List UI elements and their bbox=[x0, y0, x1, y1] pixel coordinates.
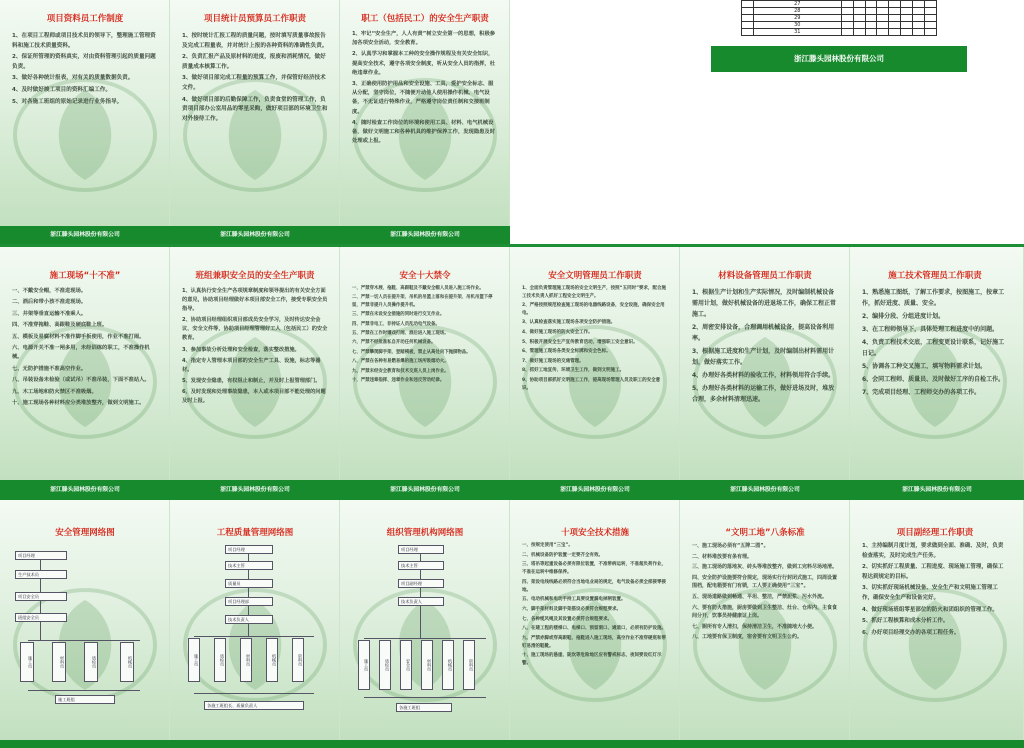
org-chart bbox=[350, 545, 500, 715]
company-label: 浙江滕头园林股份有限公司 bbox=[50, 232, 120, 238]
panel-title: “文明工地”八条标准 bbox=[725, 528, 805, 538]
panel-paragraph: 六、电源开关不准一闸多用，未经训练的职工，不准操作机械。 bbox=[12, 345, 150, 361]
calendar-cell bbox=[841, 1, 853, 8]
calendar-row bbox=[742, 15, 937, 22]
panel-paragraph: 五、严禁在工作时嬉戏打闹、酒后进入施工现场。 bbox=[352, 331, 449, 337]
calendar-cell bbox=[841, 8, 853, 15]
panel-body bbox=[182, 287, 328, 408]
calendar-day: 31 bbox=[753, 29, 841, 36]
panel-archivist bbox=[0, 0, 170, 226]
panel-paragraph: 2、切实抓好工程质量、工程进度、现场施工管理，确保工程达到规定的目标。 bbox=[862, 564, 1004, 580]
panel-paragraph: 十、严禁违章指挥、违章作业和违反劳动纪律。 bbox=[352, 378, 445, 384]
panel-paragraph: 6、及时发现和处理事故隐患，本人或本项目部不能处理的问题及时上报。 bbox=[182, 388, 326, 405]
panel-ten-prohibitions bbox=[0, 247, 170, 480]
org-chart bbox=[180, 545, 330, 715]
panel-ten-measures bbox=[510, 500, 680, 740]
calendar-row bbox=[742, 22, 937, 29]
panel-title: 施工技术管理员工作职责 bbox=[888, 271, 982, 281]
chart-node: 项目经理 bbox=[225, 545, 273, 554]
panel-paragraph: 3、做好各种统计报表，对有关的质量数据负责。 bbox=[12, 75, 134, 82]
calendar-cell bbox=[877, 22, 889, 29]
calendar-cell bbox=[877, 29, 889, 36]
panel-civilized-site bbox=[680, 500, 850, 740]
panel-body bbox=[12, 32, 158, 109]
panel-body bbox=[182, 32, 328, 126]
panel-paragraph: 七、厕所有专人清扫，保持清洁卫生，不准随地大小便。 bbox=[692, 623, 818, 630]
panel-paragraph: 八、吊装设备未检验（或试吊）不准吊装，下面不准站人。 bbox=[12, 377, 150, 384]
panel-paragraph: 一、按规定使用“三宝”。 bbox=[522, 543, 573, 548]
chart-node: 资料员 bbox=[463, 640, 475, 690]
panel-paragraph: 四、安全防护设施要符合规定，现场实行行封闭式施工，四周设置围档，配电箱要有门有锁，工人要正确使用“三宝”。 bbox=[692, 574, 838, 590]
panel-paragraph: 四、架设电线线路必须符合当地电业局的规定，电气设备必须全部接零接地。 bbox=[522, 579, 666, 593]
panel-title: 安全管理网络图 bbox=[55, 528, 115, 538]
panel-title: 项目资料员工作制度 bbox=[46, 14, 124, 24]
calendar-company-label: 浙江滕头园林股份有限公司 bbox=[711, 46, 967, 72]
calendar-cell bbox=[913, 8, 925, 15]
panel-title: 安全十大禁令 bbox=[399, 271, 451, 281]
company-label: 浙江滕头园林股份有限公司 bbox=[390, 232, 460, 238]
panel-paragraph: 9、协助项目部抓好文明施工工作，提高现场管理人员及职工的安全意识。 bbox=[522, 377, 661, 391]
panel-title: 施工现场“十不准” bbox=[49, 271, 121, 281]
calendar-cell bbox=[877, 15, 889, 22]
panel-paragraph: 1、主持编制月度计划，要求做到全面、准确、及时，负责检查落实，及时完成生产任务。 bbox=[862, 543, 1004, 559]
panel-paragraph: 五、现场道路做到畅通、平坦、整洁，严禁泥浆、污水外流。 bbox=[692, 593, 828, 600]
calendar-row bbox=[742, 8, 937, 15]
calendar-cell bbox=[742, 1, 754, 8]
panel-paragraph: 2、保证所管理的资料真实，对由资料管理引起的质量问题负责。 bbox=[12, 54, 156, 70]
chart-node: 材料员 bbox=[52, 642, 66, 682]
panel-paragraph: 一、施工现场必须有“五牌二图”。 bbox=[692, 543, 769, 549]
panel-title: 职工（包括民工）的安全生产职责 bbox=[361, 14, 489, 24]
chart-node: 质检员 bbox=[84, 642, 98, 682]
chart-node: 机械员 bbox=[120, 642, 134, 682]
chart-node: 项目副经理 bbox=[398, 579, 444, 588]
panel-title: 组织管理机构网络图 bbox=[386, 528, 464, 538]
panel-body bbox=[862, 287, 1008, 400]
calendar-cell bbox=[853, 15, 865, 22]
calendar-cell bbox=[877, 8, 889, 15]
calendar-cell bbox=[889, 15, 901, 22]
panel-paragraph: 4、及时做好竣工项目的资料汇编工作。 bbox=[12, 86, 111, 93]
panel-paragraph: 六、要有防火措施，厨房要做到卫生整洁、灶台、仓库内、主食食间分开，饮事员持健康证上岗。 bbox=[692, 604, 838, 620]
bottom-bar bbox=[0, 740, 1024, 748]
panel-body bbox=[862, 542, 1008, 640]
panel-paragraph: 1、熟悉施工图纸，了解工作要求，按图施工，按章工作，抓好进度、质量、安全。 bbox=[862, 289, 1005, 307]
panel-paragraph: 1、按时统计汇报工程的质量问题，按时填写质量事故报告及完成工程量表，并对统计上报的各种资料的准确性负责。 bbox=[182, 33, 328, 49]
calendar-cell bbox=[913, 29, 925, 36]
panel-paragraph: 4、做好施工现场的防火安全工作。 bbox=[522, 329, 593, 335]
panel-paragraph: 三、施工现场的落地灰、砖头等堆放整齐，做到工完料尽场地清。 bbox=[692, 564, 838, 571]
chart-node: 机械员 bbox=[442, 640, 454, 690]
chart-node: 安全员 bbox=[400, 640, 412, 690]
panel-paragraph: 2、编排分段、分组进度计划。 bbox=[862, 313, 945, 320]
calendar-cell bbox=[865, 15, 877, 22]
calendar-cell bbox=[913, 22, 925, 29]
company-label: 浙江滕头园林股份有限公司 bbox=[560, 487, 630, 493]
panel-safety-bans bbox=[340, 247, 510, 480]
panel-body bbox=[12, 287, 158, 410]
panel-paragraph: 1、根据生产计划和生产实际情况，及时编制机械设备需用计划，做好机械设备的进退场工作，确保工程正常施工。 bbox=[692, 289, 837, 318]
calendar-cell bbox=[925, 15, 937, 22]
chart-node: 质量员 bbox=[225, 579, 273, 588]
calendar-cell bbox=[913, 1, 925, 8]
panel-paragraph: 6、管理施工现场各类安全标牌和安全色标。 bbox=[522, 349, 611, 355]
panel-paragraph: 十、施工现场的悬崖、陡坎等危险地区应有警戒标志，夜间要设红灯示警。 bbox=[522, 653, 662, 667]
panel-civility-manager bbox=[510, 247, 680, 480]
calendar-cell bbox=[841, 29, 853, 36]
panel-paragraph: 五、电动机械和电动手持工具要设置漏电掉闸装置。 bbox=[522, 597, 626, 603]
panel-title: 工程质量管理网络图 bbox=[216, 528, 294, 538]
calendar-cell bbox=[889, 8, 901, 15]
calendar-cell bbox=[877, 1, 889, 8]
panel-paragraph: 6、办好项目经理交办的各项工程任务。 bbox=[862, 629, 960, 636]
calendar-cell bbox=[742, 8, 754, 15]
panel-paragraph: 二、机械设备防护装置一定要齐全有效。 bbox=[522, 552, 603, 558]
panel-safety-network bbox=[0, 500, 170, 740]
panel-paragraph: 三、井架等垂直运输不准乘人。 bbox=[12, 310, 87, 317]
calendar-cell bbox=[853, 1, 865, 8]
panel-title: 项目统计员预算员工作职责 bbox=[203, 14, 306, 24]
chart-node: 施工员 bbox=[188, 638, 200, 682]
panel-paragraph: 3、切实抓好现场机械设备、安全生产和文明施工管理工作，确保安全生产和设备完好。 bbox=[862, 585, 998, 601]
panel-paragraph: 二、材料堆放要有条有理。 bbox=[692, 553, 753, 560]
panel-paragraph: 5、协调各工种交叉施工，填写物料需求计划。 bbox=[862, 363, 987, 370]
calendar-cell bbox=[889, 1, 901, 8]
panel-paragraph: 八、严禁在各种有易燃易爆的施工场所吸烟动火。 bbox=[352, 359, 449, 365]
panel-paragraph: 二、严禁一切人员在提升架、吊机的吊篮上落和在提升架、吊机吊篮下停留，严禁非提升人员操作提升机。 bbox=[352, 295, 493, 308]
panel-paragraph: 3、认真检查落实施工现场各项安全防护措施。 bbox=[522, 320, 616, 326]
panel-body bbox=[692, 542, 838, 644]
panel-paragraph: 四、不准穿拖鞋、高跟鞋及硬底鞋上班。 bbox=[12, 322, 108, 329]
chart-node: 项目经理 bbox=[398, 545, 444, 554]
company-label: 浙江滕头园林股份有限公司 bbox=[220, 232, 290, 238]
panel-paragraph: 4、负责工程技术交底，工程变更设计联系，记好施工日记。 bbox=[862, 339, 1005, 357]
panel-paragraph: 五、模板及易腐材料不准作脚手板使用，作业不准打闹。 bbox=[12, 333, 145, 340]
panel-paragraph: 1、认真执行安全生产各项规章制度和领导提出的有关安全方面的意见，协助项目经理做好本项目部安全工作，接受专职安全员指导。 bbox=[182, 288, 328, 313]
panel-title: 班组兼职安全员的安全生产职责 bbox=[195, 271, 315, 281]
calendar-table bbox=[711, 0, 967, 72]
calendar-cell bbox=[865, 29, 877, 36]
chart-node: 技术负责人 bbox=[398, 597, 444, 606]
chart-node: 项目安全员 bbox=[15, 592, 67, 601]
chart-node: 技术负责人 bbox=[225, 615, 273, 624]
panel-paragraph: 二、酒后和带小孩不准进现场。 bbox=[12, 299, 87, 306]
panel-paragraph: 七、各种缆风绳及其设置必须符合规程要求。 bbox=[522, 616, 612, 622]
chart-node: 质检员 bbox=[214, 638, 226, 682]
panel-paragraph: 3、做好项目部完成工程量的预算工作，并保管好经济技术文件。 bbox=[182, 75, 326, 91]
chart-node: 机械员 bbox=[266, 638, 278, 682]
panel-paragraph: 六、严禁不经批准私自开动任何机械设备。 bbox=[352, 340, 436, 346]
panel-paragraph: 九、严禁赤脚或穿高跟鞋、拖鞋进入施工现场，高空作业不准穿硬底和带钉易滑的鞋靴。 bbox=[522, 636, 666, 649]
panel-body bbox=[352, 30, 498, 148]
chart-node: 材料员 bbox=[421, 640, 433, 690]
panel-paragraph: 3、正确使用防护用品和安全设施、工具，爱护安全标志、服从分配，坚守岗位，不随便开动他人使用操作机械、电气设备，不无证进行特殊作业，严格遵守岗位责任制和交接班制度。 bbox=[352, 81, 494, 115]
calendar-cell bbox=[865, 22, 877, 29]
calendar-cell bbox=[901, 1, 913, 8]
calendar-cell bbox=[901, 15, 913, 22]
panel-paragraph: 2、认真学习和掌握本工种的安全操作规程及有关安全知识，提高安全技术，遵守各项安全制度，听从安全人员的指挥，杜绝违章作业。 bbox=[352, 51, 496, 76]
org-chart bbox=[10, 545, 160, 715]
panel-paragraph: 六、脚手架材料及脚手架搭设必须符合规程要求。 bbox=[522, 606, 621, 612]
calendar-cell bbox=[901, 22, 913, 29]
calendar-cell bbox=[901, 8, 913, 15]
panel-paragraph: 九、严禁未经安全教育和技术交底人员上岗作业。 bbox=[352, 368, 449, 374]
panel-title: 材料设备管理员工作职责 bbox=[718, 271, 812, 281]
chart-node: 施工员 bbox=[358, 640, 370, 690]
panel-paragraph: 5、抓好工程核算和成本分析工作。 bbox=[862, 618, 949, 625]
chart-node: 技术主管 bbox=[398, 561, 444, 570]
company-label: 浙江滕头园林股份有限公司 bbox=[902, 487, 972, 493]
chart-node: 施工班组 bbox=[55, 695, 115, 704]
chart-node: 项目经理 bbox=[15, 551, 67, 560]
chart-node: 各施工班组 bbox=[396, 703, 452, 712]
panel-paragraph: 3、根据施工进度和生产计划，及时编制出材料需用计划，做好落实工作。 bbox=[692, 348, 835, 366]
calendar-cell bbox=[913, 15, 925, 22]
panel-paragraph: 2、严格按照规范检查施工现场的电器线路设备，安全设施，确保安全用电。 bbox=[522, 303, 665, 316]
panel-paragraph: 2、协助项目经理组织项目部成员安全学习，及时传达安全会议、安全文件等，协助项目经理管理好工人（包括民工）的安全教育。 bbox=[182, 317, 328, 342]
panel-materials-manager bbox=[680, 247, 850, 480]
panel-paragraph: 7、做好施工现场的交通管理。 bbox=[522, 358, 584, 364]
calendar-row bbox=[742, 1, 937, 8]
panel-paragraph: 三、塔吊等起重设备必须有限位装置，不准带病运转，不准超负荷作业，不准在运转中维修保养。 bbox=[522, 562, 666, 576]
panel-paragraph: 3、参加事故分析处理和安全检查，落实整改措施。 bbox=[182, 346, 300, 353]
panel-paragraph: 1、在项目工程师或项目技术员的领导下，整理施工管理资料和施工技术质量资料。 bbox=[12, 33, 156, 49]
panel-paragraph: 5、对各施工班组的原始记录进行业务指导。 bbox=[12, 98, 123, 105]
panel-quality-network bbox=[170, 500, 340, 740]
company-label: 浙江滕头园林股份有限公司 bbox=[220, 487, 290, 493]
calendar-cell bbox=[742, 22, 754, 29]
calendar-day: 27 bbox=[753, 1, 841, 8]
chart-node: 技术主管 bbox=[225, 561, 273, 570]
panel-worker-safety bbox=[340, 0, 510, 226]
calendar-cell bbox=[889, 22, 901, 29]
panel-paragraph: 4、随时检查工作岗位的环境和使用工具、材料、电气机械设备，做好文明施工和各种机具的维护保养工作，发现隐患及时处理或上报。 bbox=[352, 119, 496, 145]
chart-node: 质检员 bbox=[379, 640, 391, 690]
panel-statistician bbox=[170, 0, 340, 226]
calendar-day: 28 bbox=[753, 8, 841, 15]
panel-team-safety bbox=[170, 247, 340, 480]
calendar-cell bbox=[889, 29, 901, 36]
chart-node: 各施工班组长、质量负责人 bbox=[204, 701, 304, 710]
panel-paragraph: 1、全面负责管理施工现场的安全文明生产，按照“五同时”要求，配合施工技术负责人抓好工程安全文明生产。 bbox=[522, 286, 667, 299]
panel-paragraph: 4、指定专人管理本项目部的安全生产工具、设施，标志等器材。 bbox=[182, 357, 321, 373]
calendar-cell bbox=[925, 22, 937, 29]
calendar-row bbox=[742, 29, 937, 36]
calendar-cell bbox=[865, 8, 877, 15]
panel-paragraph: 3、在工程师领导下，具体处理工程进度中的问题。 bbox=[862, 326, 999, 333]
chart-node: 班组安全员 bbox=[15, 613, 67, 622]
panel-paragraph: 4、办理好各类材料的验收工作，材料领用符合手续。 bbox=[692, 372, 835, 379]
calendar-cell bbox=[742, 15, 754, 22]
panel-paragraph: 八、在建工程的楼梯口、电梯口、预留洞口、通道口，必须有防护设施。 bbox=[522, 626, 666, 632]
panel-paragraph: 7、完成项目经理、工程师交办的各项工作。 bbox=[862, 389, 981, 396]
calendar-cell bbox=[901, 29, 913, 36]
panel-paragraph: 一、不戴安全帽，不准进现场。 bbox=[12, 288, 87, 294]
chart-node: 项目经理部 bbox=[225, 597, 273, 606]
chart-node: 资料员 bbox=[292, 638, 304, 682]
calendar-cell bbox=[841, 15, 853, 22]
company-label: 浙江滕头园林股份有限公司 bbox=[730, 487, 800, 493]
panel-body bbox=[522, 285, 668, 394]
calendar-cell bbox=[853, 29, 865, 36]
company-label: 浙江滕头园林股份有限公司 bbox=[390, 487, 460, 493]
panel-deputy-manager bbox=[850, 500, 1024, 740]
panel-paragraph: 十、施工现场各种材料应分类堆放整齐，做到文明施工。 bbox=[12, 400, 145, 407]
panel-body bbox=[692, 287, 838, 407]
panel-paragraph: 5、发现安全隐患，有权阻止和制止，并及时上报管理部门。 bbox=[182, 377, 321, 384]
panel-paragraph: 4、做好现场班组零星部位的防火和团组织的管理工作。 bbox=[862, 606, 998, 613]
panel-paragraph: 七、严禁攀爬脚手架、登踏模板，禁止从高处向下抛掷物品。 bbox=[352, 349, 471, 355]
calendar-cell bbox=[865, 1, 877, 8]
panel-paragraph: 1、牢记“安全生产，人人有责”树立安全第一的思想，积极参加各项安全活动，安全教育。 bbox=[352, 31, 496, 47]
panel-title: 十项安全技术措施 bbox=[560, 528, 629, 538]
panel-paragraph: 2、负责汇报产品及原材料的进度，报废和消耗情况，做好质量成本核算工作。 bbox=[182, 54, 326, 70]
panel-body bbox=[352, 285, 498, 386]
chart-node: 生产技术员 bbox=[15, 570, 67, 579]
calendar-cell bbox=[925, 1, 937, 8]
panel-paragraph: 一、严禁穿木屐、拖鞋、高跟鞋及不戴安全帽人员进入施工场作业。 bbox=[352, 286, 484, 291]
chart-node: 材料员 bbox=[240, 638, 252, 682]
panel-paragraph: 4、做好项目部的后勤保障工作，负责食堂的管理工作，负责项目部办公室用品的零星采购，做好项目部的环境卫生和对外接待工作。 bbox=[182, 96, 328, 122]
panel-paragraph: 5、积极开展安全生产宣传教育活动，增强职工安全意识。 bbox=[522, 339, 638, 345]
panel-paragraph: 三、严禁在未设安全措施的同时进行交叉作业。 bbox=[352, 312, 445, 318]
panel-body bbox=[522, 542, 668, 670]
panel-paragraph: 8、抓好工地宣传、环境卫生工作，做到文明施工。 bbox=[522, 368, 625, 374]
chart-node: 施工员 bbox=[20, 642, 34, 682]
company-label: 浙江滕头园林股份有限公司 bbox=[50, 487, 120, 493]
calendar-cell bbox=[853, 8, 865, 15]
calendar-cell bbox=[742, 29, 754, 36]
panel-paragraph: 九、木工场地和防火禁区不准吸烟。 bbox=[12, 388, 97, 395]
calendar-cell bbox=[925, 29, 937, 36]
panel-technical-manager bbox=[850, 247, 1024, 480]
panel-paragraph: 八、工地要有保卫制度，宿舍要有文明卫生公约。 bbox=[692, 634, 803, 641]
calendar-cell bbox=[925, 8, 937, 15]
panel-paragraph: 七、无防护措施不准高空作业。 bbox=[12, 365, 87, 372]
calendar-cell bbox=[841, 22, 853, 29]
calendar-cell bbox=[853, 22, 865, 29]
panel-title: 安全文明管理员工作职责 bbox=[548, 271, 642, 281]
panel-paragraph: 6、会同工程师、质量员、及时做好工序的自检工作。 bbox=[862, 376, 1005, 383]
panel-title: 项目副经理工作职责 bbox=[896, 528, 974, 538]
calendar-day: 30 bbox=[753, 22, 841, 29]
panel-org-network bbox=[340, 500, 510, 740]
panel-paragraph: 2、周密安排设备，合理调用机械设备，提高设备利用率。 bbox=[692, 324, 835, 342]
panel-paragraph: 5、办理好各类材料的运输工作，做好进场及时，堆放合理，多余材料清理迅速。 bbox=[692, 385, 835, 403]
calendar-day: 29 bbox=[753, 15, 841, 22]
panel-paragraph: 四、严禁非电工、非持证人员乱动电气设备。 bbox=[352, 321, 440, 327]
